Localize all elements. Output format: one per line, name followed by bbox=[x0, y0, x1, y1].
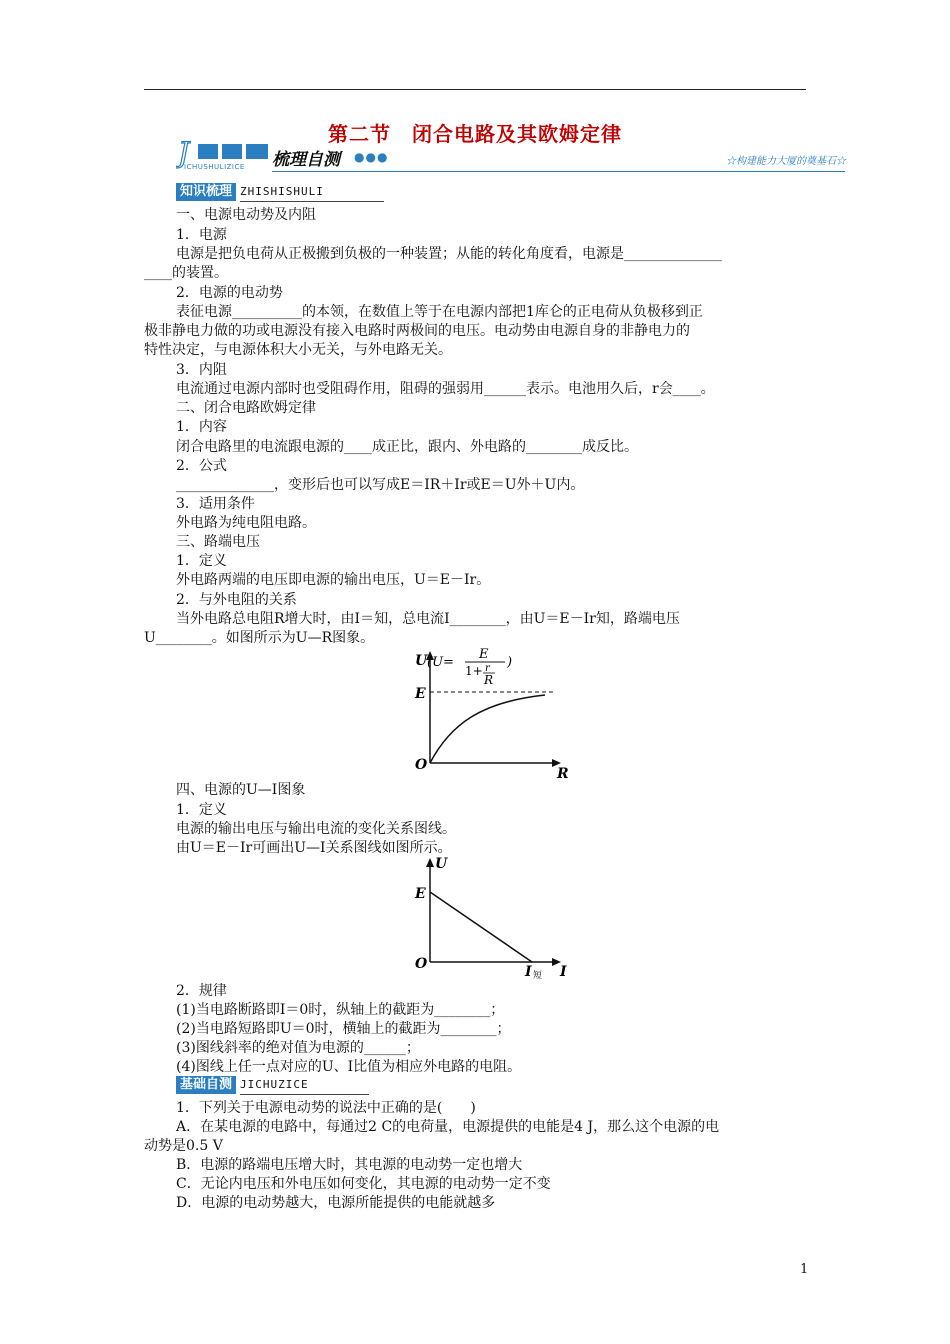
page-number: 1 bbox=[800, 1262, 809, 1277]
section-knowledge-pinyin: ZHISHISHULI bbox=[240, 183, 384, 202]
u-r-graph bbox=[405, 645, 585, 785]
option-c: C．无论内电压和外电压如何变化，其电源的电动势一定不变 bbox=[176, 1176, 551, 1192]
option-d: D．电源的电动势越大，电源所能提供的电能就越多 bbox=[176, 1195, 496, 1211]
y-axis-label: U bbox=[435, 856, 448, 872]
u-i-graph bbox=[405, 852, 585, 982]
text-line: 特性决定，与电源体积大小无关，与外电路无关。 bbox=[144, 342, 452, 358]
text-line: 2．公式 bbox=[176, 458, 227, 474]
logo-letter: J bbox=[178, 140, 190, 169]
text-line: 3．适用条件 bbox=[176, 496, 255, 512]
section-banner bbox=[176, 140, 846, 174]
section-test-pinyin: JICHUZICE bbox=[240, 1076, 369, 1095]
formula-denominator: 1+ bbox=[465, 664, 483, 678]
text-line: (3)图线斜率的绝对值为电源的______； bbox=[176, 1040, 420, 1056]
text-line: 当外电路总电阻R增大时，由I＝知，总电流I________，由U＝E－Ir知，路端电压 bbox=[176, 611, 680, 627]
x-intercept-label: I bbox=[525, 964, 532, 980]
text-line: 电源的输出电压与输出电流的变化关系图线。 bbox=[176, 821, 456, 837]
formula-numerator: E bbox=[479, 647, 489, 662]
logo-pinyin: ICHUSHULIZICE bbox=[184, 163, 245, 170]
text-line: 二、闭合电路欧姆定律 bbox=[176, 400, 316, 416]
text-line: (1)当电路断路即I＝0时，纵轴上的截距为________； bbox=[176, 1002, 505, 1018]
section-test-header bbox=[176, 1076, 369, 1094]
option-b: B．电源的路端电压增大时，其电源的电动势一定也增大 bbox=[176, 1157, 523, 1173]
banner-dots: ●●● bbox=[354, 150, 389, 164]
page-title: 第二节 闭合电路及其欧姆定律 bbox=[328, 122, 622, 146]
text-line: ______________，变形后也可以写成E＝IR＋Ir或E＝U外＋U内。 bbox=[176, 477, 585, 493]
y-intercept-label: E bbox=[415, 886, 426, 902]
text-line: (4)图线上任一点对应的U、I比值为相应外电路的电阻。 bbox=[176, 1059, 522, 1075]
text-line: 1．内容 bbox=[176, 419, 227, 435]
option-a-cont: 动势是0.5 V bbox=[144, 1138, 223, 1154]
text-line: 电源是把负电荷从正极搬到负极的一种装置；从能的转化角度看，电源是______________ bbox=[176, 246, 722, 262]
section-test-label: 基础自测 bbox=[176, 1076, 236, 1094]
text-line: 闭合电路里的电流跟电源的____成正比，跟内、外电路的________成反比。 bbox=[176, 439, 638, 455]
y-axis-label: U bbox=[415, 653, 428, 669]
text-line: (2)当电路短路即U＝0时，横轴上的截距为________； bbox=[176, 1021, 511, 1037]
section-knowledge-header bbox=[176, 183, 384, 201]
banner-slogan: ☆构建能力大厦的奠基石☆ bbox=[726, 156, 846, 167]
text-line: 2．电源的电动势 bbox=[176, 285, 283, 301]
text-line: 电流通过电源内部时也受阻碍作用，阻碍的强弱用______表示。电池用久后，r会____。 bbox=[176, 381, 715, 397]
formula-suffix: ) bbox=[507, 655, 513, 670]
x-axis-label: I bbox=[560, 964, 567, 980]
question-stem: 1．下列关于电源电动势的说法中正确的是( ) bbox=[176, 1100, 476, 1116]
header-rule bbox=[144, 89, 806, 90]
text-line: 3．内阻 bbox=[176, 362, 227, 378]
text-line: 外电路为纯电阻电路。 bbox=[176, 515, 316, 531]
text-line: 1．电源 bbox=[176, 227, 227, 243]
text-line: 1．定义 bbox=[176, 802, 227, 818]
text-line: 三、路端电压 bbox=[176, 534, 260, 550]
text-line: ____的装置。 bbox=[144, 265, 228, 281]
text-line: U________。如图所示为U—R图象。 bbox=[144, 630, 375, 646]
section-knowledge-label: 知识梳理 bbox=[176, 183, 236, 201]
text-line: 由U＝E－Ir可画出U—I关系图线如图所示。 bbox=[176, 840, 452, 856]
banner-logo-icon bbox=[176, 140, 271, 170]
text-line: 极非静电力做的功或电源没有接入电路时两极间的电压。电动势由电源自身的非静电力的 bbox=[144, 323, 690, 339]
text-line: 2．与外电阻的关系 bbox=[176, 592, 297, 608]
origin-label: O bbox=[415, 956, 428, 972]
formula-r: r bbox=[485, 663, 490, 674]
option-a: A．在某电源的电路中，每通过2 C的电荷量，电源提供的电能是4 J，那么这个电源的电 bbox=[176, 1119, 720, 1135]
text-line: 2．规律 bbox=[176, 983, 227, 999]
formula-prefix: (U= bbox=[427, 655, 454, 670]
x-intercept-subscript: 短 bbox=[533, 971, 543, 981]
text-line: 表征电源__________的本领，在数值上等于在电源内部把1库仑的正电荷从负极移到正 bbox=[176, 304, 703, 320]
banner-title: 梳理自测 bbox=[272, 150, 340, 170]
formula-R: R bbox=[484, 673, 494, 687]
asymptote-label: E bbox=[415, 686, 426, 702]
x-axis-label: R bbox=[557, 766, 569, 782]
text-line: 一、电源电动势及内阻 bbox=[176, 207, 316, 223]
text-line: 外电路两端的电压即电源的输出电压，U＝E－Ir。 bbox=[176, 572, 491, 588]
origin-label: O bbox=[415, 757, 428, 773]
text-line: 四、电源的U—I图象 bbox=[176, 782, 306, 798]
text-line: 1．定义 bbox=[176, 553, 227, 569]
banner-rule bbox=[272, 171, 845, 172]
